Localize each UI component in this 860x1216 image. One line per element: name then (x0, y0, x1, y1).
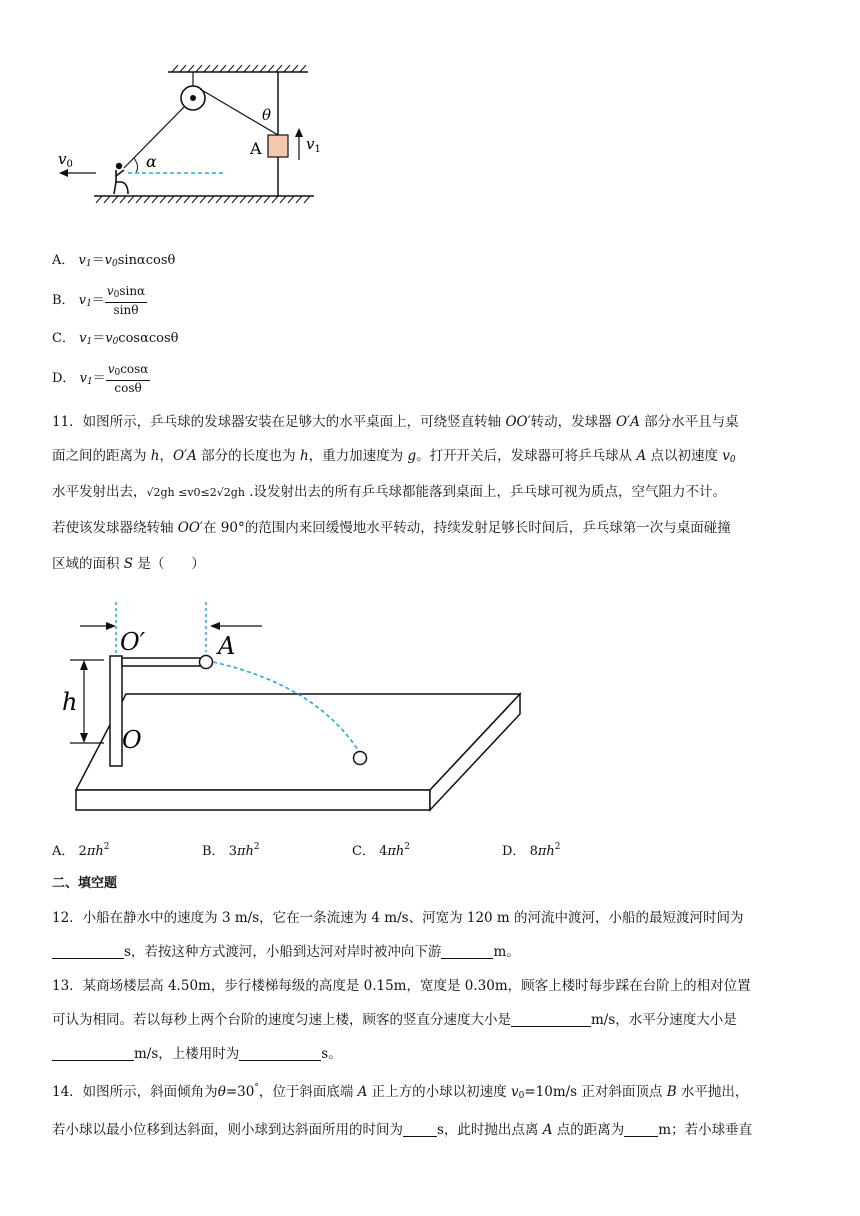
q13-line-3: m/s，上楼用时为 s。 (52, 1042, 342, 1062)
q13-line-1: 13．某商场楼层高 4.50m，步行楼梯每级的高度是 0.15m，宽度是 0.30m，顾客上楼时每步踩在台阶上的相对位置 (52, 978, 751, 994)
v1-label: $v_1$ (306, 135, 321, 155)
q11-option-a: A． $2\pi h^2$ (52, 842, 110, 859)
q14-blank-2[interactable] (624, 1122, 658, 1137)
q13-blank-2[interactable] (52, 1046, 134, 1061)
q11-line-5: 区域的面积 S 是（ ） (52, 556, 205, 572)
q14-line-2: 若小球以最小位移到达斜面，则小球到达斜面所用的时间为 s，此时抛出点离 A 点的距离为 m；若小球垂直 (52, 1122, 753, 1138)
q10-option-b: B． $v_1=$ $\frac{v_0\sin\alpha}{\sin\theta}$ (52, 284, 146, 317)
q11-option-c: C． $4\pi h^2$ (352, 842, 411, 859)
pulley-diagram (50, 60, 340, 220)
q13-line-2: 可认为相同。若以每秒上两个台阶的速度匀速上楼，顾客的竖直分速度大小是 m/s，水平分速度大小是 (52, 1012, 737, 1028)
q12-blank-2[interactable] (441, 944, 493, 959)
q12-blank-1[interactable] (52, 944, 124, 959)
q11-option-d: D． $8\pi h^2$ (502, 842, 561, 859)
alpha-label: α (146, 152, 157, 171)
launcher-diagram (50, 600, 530, 820)
o-label: O (122, 726, 142, 754)
q11-line-3: 水平发射出去，√2gh ≤v0≤2√2gh .设发射出去的所有乒乓球都能落到桌面上，乒乓球可视为质点，空气阻力不计。 (52, 484, 727, 500)
h-label: h (62, 688, 78, 716)
q14-blank-1[interactable] (403, 1122, 437, 1137)
q13-blank-1[interactable] (511, 1012, 591, 1027)
q12-line-1: 12．小船在静水中的速度为 3 m/s，它在一条流速为 4 m/s、河宽为 120 m 的河流中渡河，小船的最短渡河时间为 (52, 910, 744, 926)
q11-line-1: 11．如图所示，乒乓球的发球器安装在足够大的水平桌面上，可绕竖直转轴 OO′转动，发球器 O′A 部分水平且与桌 (52, 414, 739, 430)
q10-option-d: D． $v_1=$ $\frac{v_0\cos\alpha}{\cos\theta}$ (52, 362, 149, 395)
section-heading: 二、填空题 (52, 876, 118, 891)
o-prime-label: O′ (120, 628, 146, 656)
ball-a (200, 656, 213, 669)
label-a: A (250, 139, 262, 158)
q11-option-b: B． $3\pi h^2$ (202, 842, 260, 859)
theta-label: θ (262, 106, 272, 124)
q10-option-c: C． $v_1=v_0\cos\alpha\cos\theta$ (52, 331, 179, 347)
q10-option-a: A． $v_1=v_0\sin\alpha\cos\theta$ (52, 253, 176, 269)
landing-ball (354, 752, 367, 765)
q13-blank-3[interactable] (239, 1046, 321, 1061)
q11-line-2: 面之间的距离为 h，O′A 部分的长度也为 h，重力加速度为 g。打开开关后，发球器可将乒乓球从 A 点以初速度 $v_0$ (52, 448, 736, 465)
a-label: A (218, 632, 236, 660)
q11-line-4: 若使该发球器绕转轴 OO′在 90°的范围内来回缓慢地水平转动，持续发射足够长时间后，乒乓球第一次与桌面碰撞 (52, 520, 731, 536)
block-a (268, 135, 288, 157)
q14-line-1: 14．如图所示，斜面倾角为θ=30°，位于斜面底端 A 正上方的小球以初速度 $v_0=10m/s$ 正对斜面顶点 B 水平抛出， (52, 1083, 749, 1101)
v0-label: $v_0$ (58, 150, 73, 170)
q12-line-2: s，若按这种方式渡河，小船到达河对岸时被冲向下游 m。 (52, 940, 520, 960)
